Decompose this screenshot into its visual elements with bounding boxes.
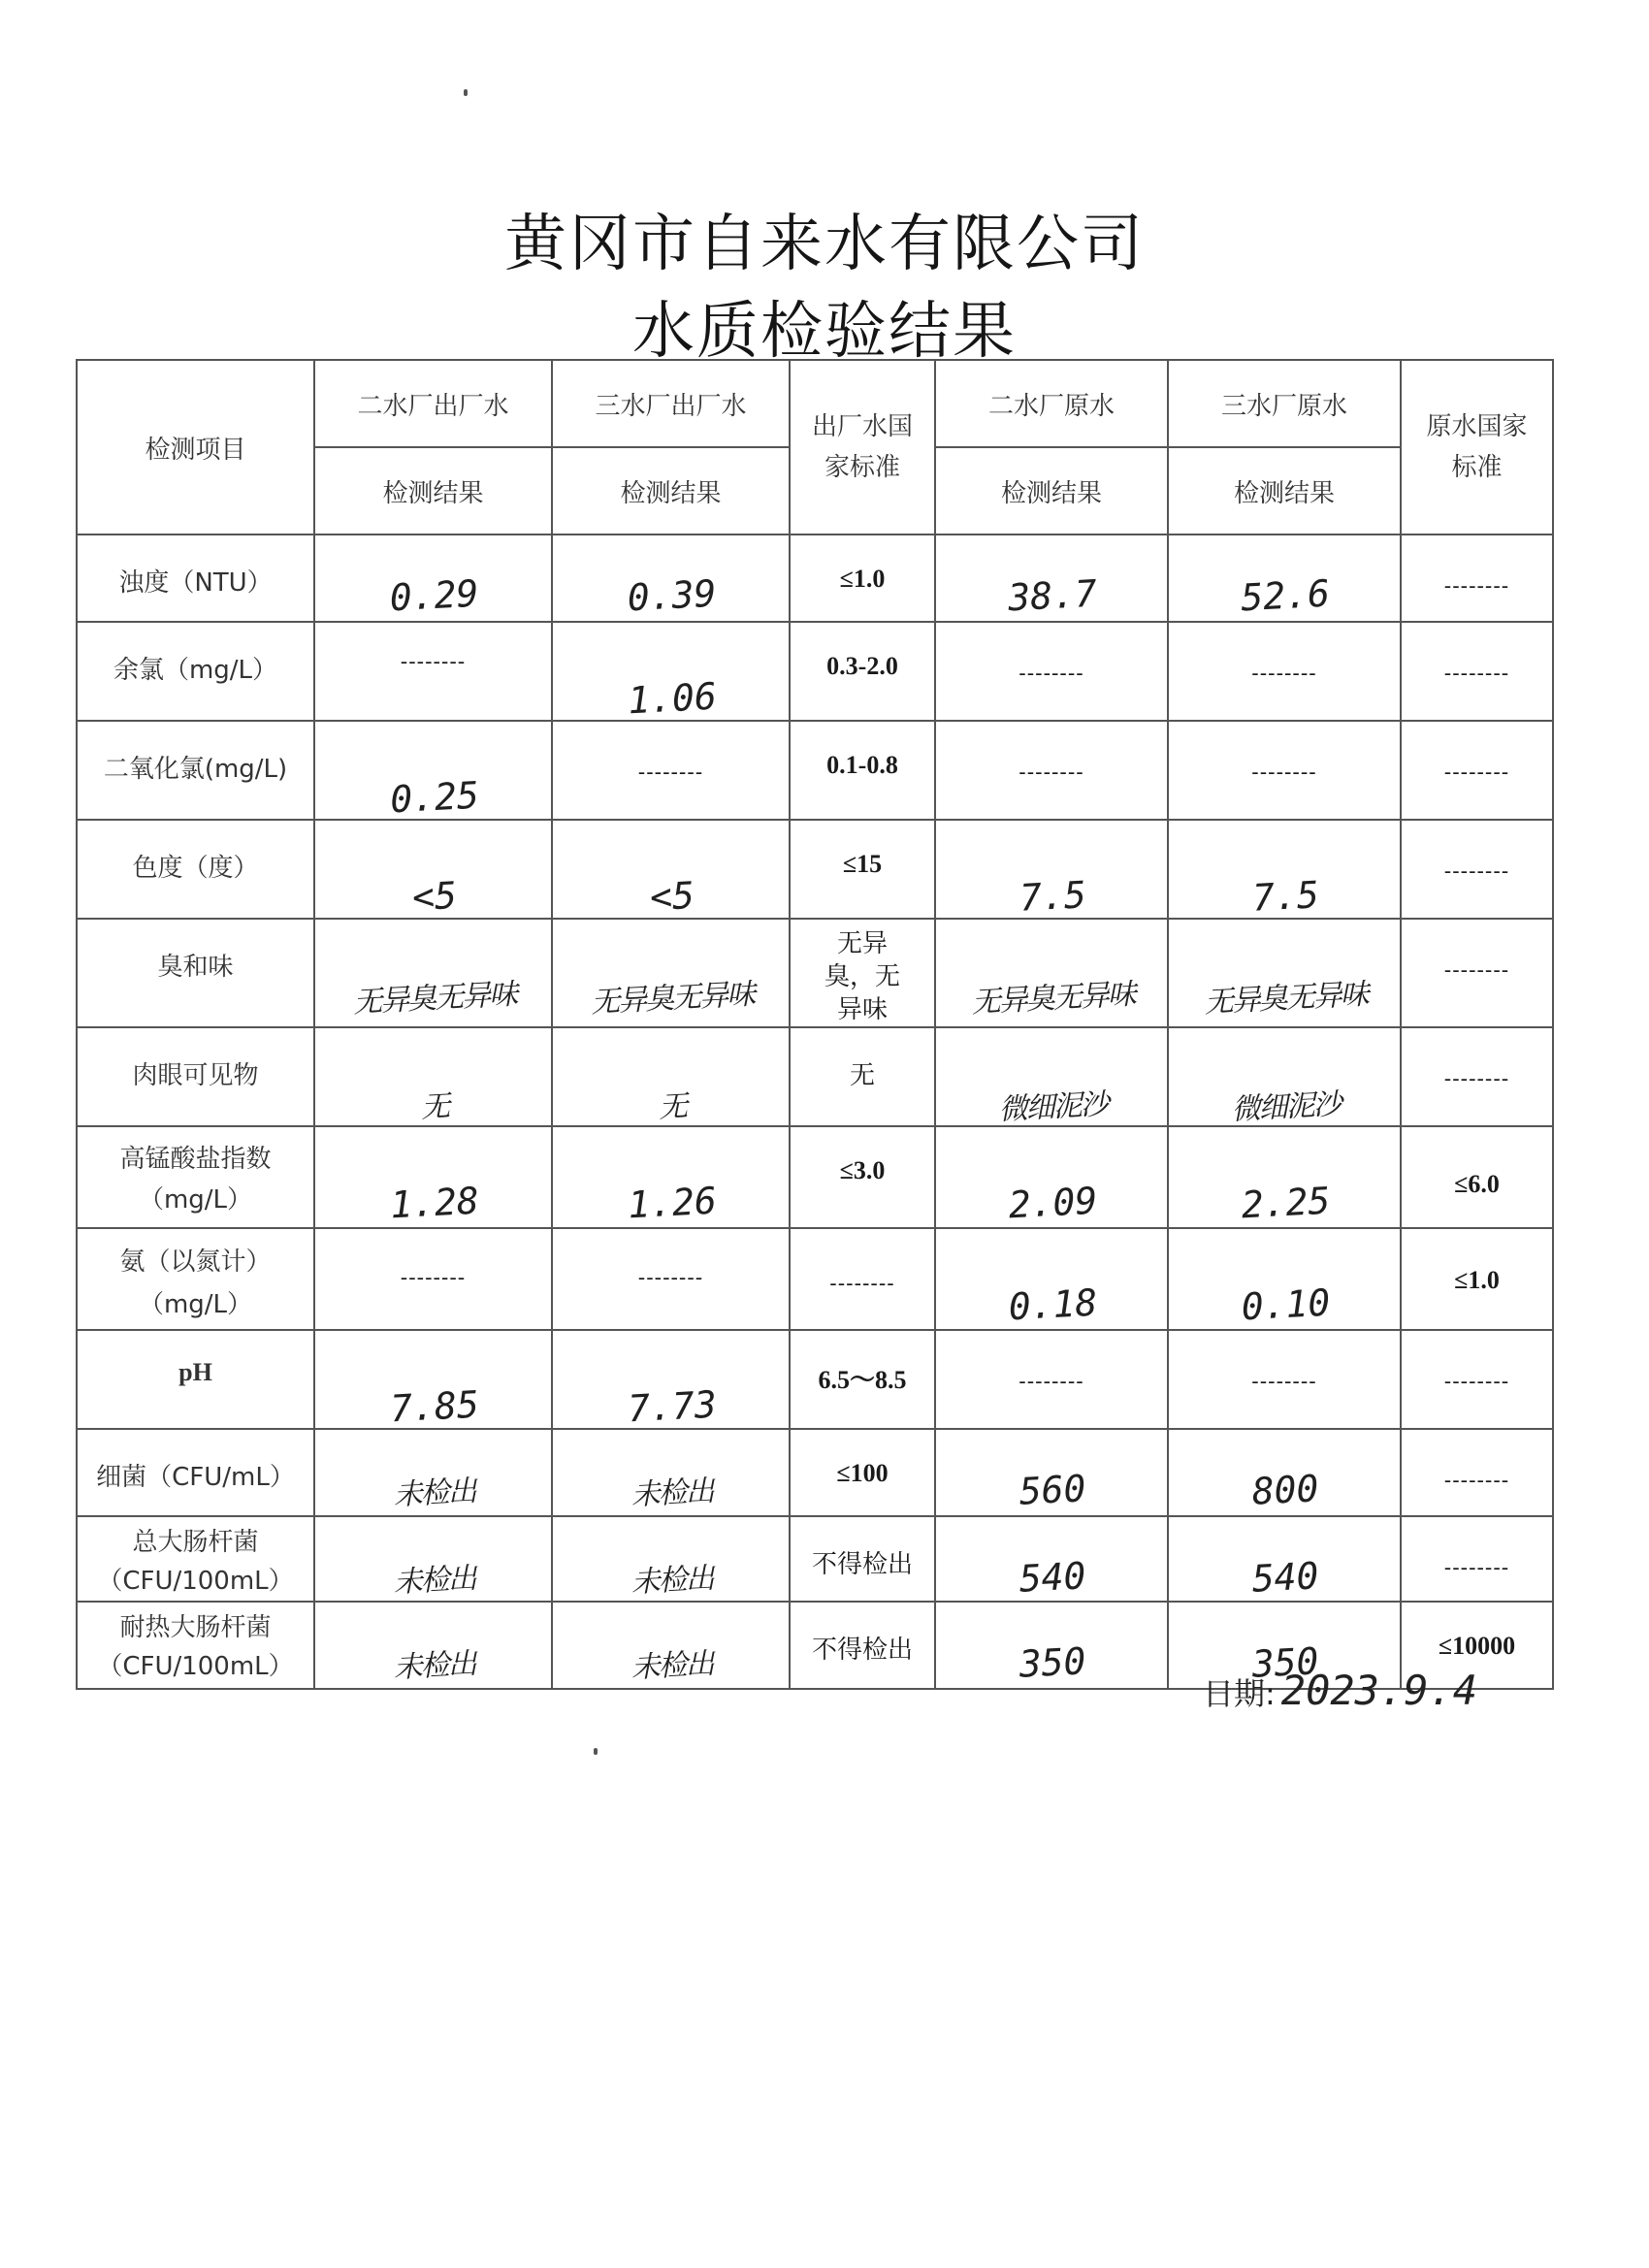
header-result: 检测结果: [935, 447, 1168, 535]
raw-standard-cell: ≤6.0: [1401, 1126, 1553, 1228]
header-plant2-out: 二水厂出厂水: [314, 360, 552, 447]
handwritten-value: 350: [1018, 1639, 1087, 1686]
row-item: [77, 1330, 314, 1429]
p2-raw-cell: [935, 1027, 1168, 1126]
handwritten-value: 无异臭无异味: [1203, 977, 1369, 1021]
p2-out-cell: [314, 1429, 552, 1516]
handwritten-value: 2.25: [1240, 1179, 1332, 1227]
header-result: 检测结果: [1168, 447, 1401, 535]
row-item: 肉眼可见物: [77, 1027, 314, 1126]
p2-out-cell: [314, 622, 552, 721]
dash-value: --------: [637, 1266, 704, 1290]
dash-value: --------: [1443, 1556, 1510, 1580]
out-standard-cell: 不得检出: [790, 1602, 935, 1689]
p3-out-cell: [552, 535, 790, 622]
report-title: 水质检验结果: [632, 296, 1017, 368]
p3-out-cell: [552, 1126, 790, 1228]
raw-standard-cell: [1401, 1330, 1553, 1429]
handwritten-value: <5: [648, 873, 695, 920]
handwritten-value: 1.06: [627, 674, 718, 723]
p2-raw-cell: [935, 535, 1168, 622]
out-standard-cell: 6.5～8.5: [790, 1330, 935, 1429]
handwritten-value: 无异臭无异味: [352, 977, 517, 1021]
row-item: 臭和味: [77, 919, 314, 1027]
date-value: 2023.9.4: [1280, 1667, 1478, 1714]
handwritten-value: <5: [410, 873, 458, 920]
p3-raw-cell: [1168, 1516, 1401, 1602]
p2-out-cell: [314, 820, 552, 919]
handwritten-value: 未检出: [392, 1561, 476, 1601]
handwritten-value: 无异臭无异味: [590, 977, 755, 1021]
p2-raw-cell: [935, 1602, 1168, 1689]
p3-raw-cell: [1168, 820, 1401, 919]
dash-value: --------: [1251, 761, 1317, 785]
header-plant3-raw: 三水厂原水: [1168, 360, 1401, 447]
scan-speck: [464, 89, 468, 96]
handwritten-value: 7.73: [627, 1382, 718, 1431]
p2-out-cell: [314, 1126, 552, 1228]
row-item-text: 总大肠杆菌（CFU/100mL）: [97, 1528, 294, 1596]
handwritten-value: 0.25: [389, 773, 480, 822]
p2-out-cell: [314, 1330, 552, 1429]
handwritten-value: 2.09: [1007, 1179, 1099, 1227]
p2-raw-cell: [935, 1228, 1168, 1330]
row-item: 二氧化氯(mg/L): [77, 721, 314, 820]
raw-standard-cell: [1401, 535, 1553, 622]
handwritten-value: 7.85: [389, 1382, 480, 1431]
p3-raw-cell: [1168, 1027, 1401, 1126]
out-standard-cell: ≤3.0: [790, 1126, 935, 1228]
handwritten-value: 560: [1018, 1467, 1087, 1513]
p3-raw-cell: [1168, 1429, 1401, 1516]
p2-raw-cell: [935, 1330, 1168, 1429]
p3-out-cell: [552, 1516, 790, 1602]
p2-raw-cell: [935, 919, 1168, 1027]
raw-standard-cell: [1401, 622, 1553, 721]
header-plant3-out: 三水厂出厂水: [552, 360, 790, 447]
out-standard-cell: 0.3-2.0: [790, 622, 935, 721]
p3-raw-cell: [1168, 622, 1401, 721]
dash-value: --------: [1443, 859, 1510, 884]
p2-out-cell: [314, 1516, 552, 1602]
dash-value: --------: [1443, 1067, 1510, 1091]
row-item-text: 耐热大肠杆菌（CFU/100mL）: [97, 1613, 294, 1681]
handwritten-value: 微细泥沙: [1230, 1087, 1342, 1127]
p3-out-cell: [552, 622, 790, 721]
header-raw-standard-text: 原水国家标准: [1426, 412, 1528, 482]
header-raw-standard: [1401, 360, 1553, 535]
date-line: [1203, 1667, 1477, 1714]
company-title: 黄冈市自来水有限公司: [504, 209, 1145, 280]
dash-value: --------: [1443, 574, 1510, 599]
p3-raw-cell: [1168, 1228, 1401, 1330]
row-item-text: pH: [178, 1358, 212, 1386]
dash-value: --------: [1443, 662, 1510, 686]
handwritten-value: 无: [420, 1089, 450, 1125]
handwritten-value: 38.7: [1007, 571, 1098, 620]
p2-raw-cell: [935, 820, 1168, 919]
handwritten-value: 800: [1250, 1467, 1320, 1513]
handwritten-value: 540: [1250, 1554, 1320, 1601]
out-standard-cell: ≤100: [790, 1429, 935, 1516]
dash-value: --------: [1443, 1370, 1510, 1394]
handwritten-value: 1.26: [627, 1179, 718, 1227]
date-label: 日期:: [1203, 1675, 1276, 1712]
p2-out-cell: [314, 535, 552, 622]
out-standard-cell: [790, 1228, 935, 1330]
dash-value: --------: [1443, 1469, 1510, 1493]
table-row: [77, 1429, 1553, 1516]
raw-standard-cell: [1401, 1027, 1553, 1126]
header-result: 检测结果: [552, 447, 790, 535]
p2-raw-cell: [935, 1429, 1168, 1516]
header-out-standard-text: 出厂水国家标准: [811, 412, 913, 482]
p2-out-cell: [314, 1602, 552, 1689]
row-item: [77, 1516, 314, 1602]
out-standard-cell: ≤15: [790, 820, 935, 919]
out-standard-cell: ≤1.0: [790, 535, 935, 622]
raw-standard-cell: [1401, 721, 1553, 820]
p2-out-cell: [314, 1027, 552, 1126]
p3-raw-cell: [1168, 535, 1401, 622]
p2-raw-cell: [935, 721, 1168, 820]
out-standard-text: 无异臭，无异味: [824, 929, 900, 1024]
raw-standard-cell: [1401, 820, 1553, 919]
p3-out-cell: [552, 1330, 790, 1429]
table-row: [77, 919, 1553, 1027]
table-row: [77, 1516, 1553, 1602]
handwritten-value: 540: [1018, 1554, 1087, 1601]
raw-standard-cell: [1401, 1516, 1553, 1602]
table-row: [77, 721, 1553, 820]
p3-out-cell: [552, 820, 790, 919]
table-row: [77, 622, 1553, 721]
dash-value: --------: [1443, 958, 1510, 983]
out-standard-cell: 不得检出: [790, 1516, 935, 1602]
out-standard-cell: 0.1-0.8: [790, 721, 935, 820]
scan-speck: [594, 1748, 598, 1755]
table-row: [77, 820, 1553, 919]
handwritten-value: 1.28: [389, 1179, 480, 1227]
p3-raw-cell: [1168, 919, 1401, 1027]
out-standard-cell: [790, 919, 935, 1027]
table-row: [77, 1027, 1553, 1126]
dash-value: --------: [1251, 1370, 1317, 1394]
table-row: [77, 1330, 1553, 1429]
handwritten-value: 350: [1250, 1639, 1320, 1686]
row-item-text: 氨（以氮计）（mg/L）: [119, 1247, 272, 1319]
dash-value: --------: [1018, 662, 1084, 686]
header-item: 检测项目: [77, 360, 314, 535]
results-table: [76, 359, 1554, 1690]
handwritten-value: 微细泥沙: [997, 1087, 1109, 1127]
p3-out-cell: [552, 721, 790, 820]
handwritten-value: 52.6: [1240, 571, 1331, 620]
handwritten-value: 7.5: [1018, 873, 1087, 920]
p2-out-cell: [314, 919, 552, 1027]
raw-standard-cell: [1401, 919, 1553, 1027]
handwritten-value: 未检出: [630, 1646, 714, 1686]
dash-value: --------: [400, 650, 467, 674]
handwritten-value: 未检出: [630, 1561, 714, 1601]
handwritten-value: 0.18: [1007, 1280, 1099, 1329]
p2-raw-cell: [935, 622, 1168, 721]
handwritten-value: 未检出: [630, 1474, 714, 1513]
raw-standard-cell: ≤10000: [1401, 1602, 1553, 1689]
handwritten-value: 未检出: [392, 1646, 476, 1686]
header-out-standard: [790, 360, 935, 535]
row-item: [77, 1126, 314, 1228]
dash-value: --------: [1018, 761, 1084, 785]
dash-value: --------: [1251, 662, 1317, 686]
handwritten-value: 无: [658, 1089, 688, 1125]
p3-out-cell: [552, 1429, 790, 1516]
handwritten-value: 无异臭无异味: [970, 977, 1136, 1021]
header-result: 检测结果: [314, 447, 552, 535]
p3-raw-cell: [1168, 1330, 1401, 1429]
p2-raw-cell: [935, 1516, 1168, 1602]
p2-raw-cell: [935, 1126, 1168, 1228]
p3-raw-cell: [1168, 1126, 1401, 1228]
handwritten-value: 未检出: [392, 1474, 476, 1513]
row-item: 细菌（CFU/mL）: [77, 1429, 314, 1516]
raw-standard-cell: [1401, 1429, 1553, 1516]
dash-value: --------: [829, 1272, 895, 1296]
p3-out-cell: [552, 1228, 790, 1330]
p3-out-cell: [552, 919, 790, 1027]
row-item: [77, 1602, 314, 1689]
table-row: [77, 535, 1553, 622]
row-item-text: 高锰酸盐指数（mg/L）: [119, 1145, 272, 1215]
p2-out-cell: [314, 721, 552, 820]
table-row: [77, 1126, 1553, 1228]
p3-out-cell: [552, 1602, 790, 1689]
p3-out-cell: [552, 1027, 790, 1126]
handwritten-value: 0.39: [626, 571, 718, 620]
p2-out-cell: [314, 1228, 552, 1330]
row-item: 浊度（NTU）: [77, 535, 314, 622]
dash-value: --------: [1018, 1370, 1084, 1394]
handwritten-value: 0.29: [388, 571, 480, 620]
handwritten-value: 0.10: [1240, 1280, 1332, 1329]
header-plant2-raw: 二水厂原水: [935, 360, 1168, 447]
raw-standard-cell: ≤1.0: [1401, 1228, 1553, 1330]
row-item: 余氯（mg/L）: [77, 622, 314, 721]
dash-value: --------: [637, 761, 704, 785]
table-row: [77, 1228, 1553, 1330]
row-item: 色度（度）: [77, 820, 314, 919]
out-standard-cell: 无: [790, 1027, 935, 1126]
dash-value: --------: [1443, 761, 1510, 785]
handwritten-value: 7.5: [1251, 873, 1320, 920]
row-item: [77, 1228, 314, 1330]
p3-raw-cell: [1168, 721, 1401, 820]
dash-value: --------: [400, 1266, 467, 1290]
